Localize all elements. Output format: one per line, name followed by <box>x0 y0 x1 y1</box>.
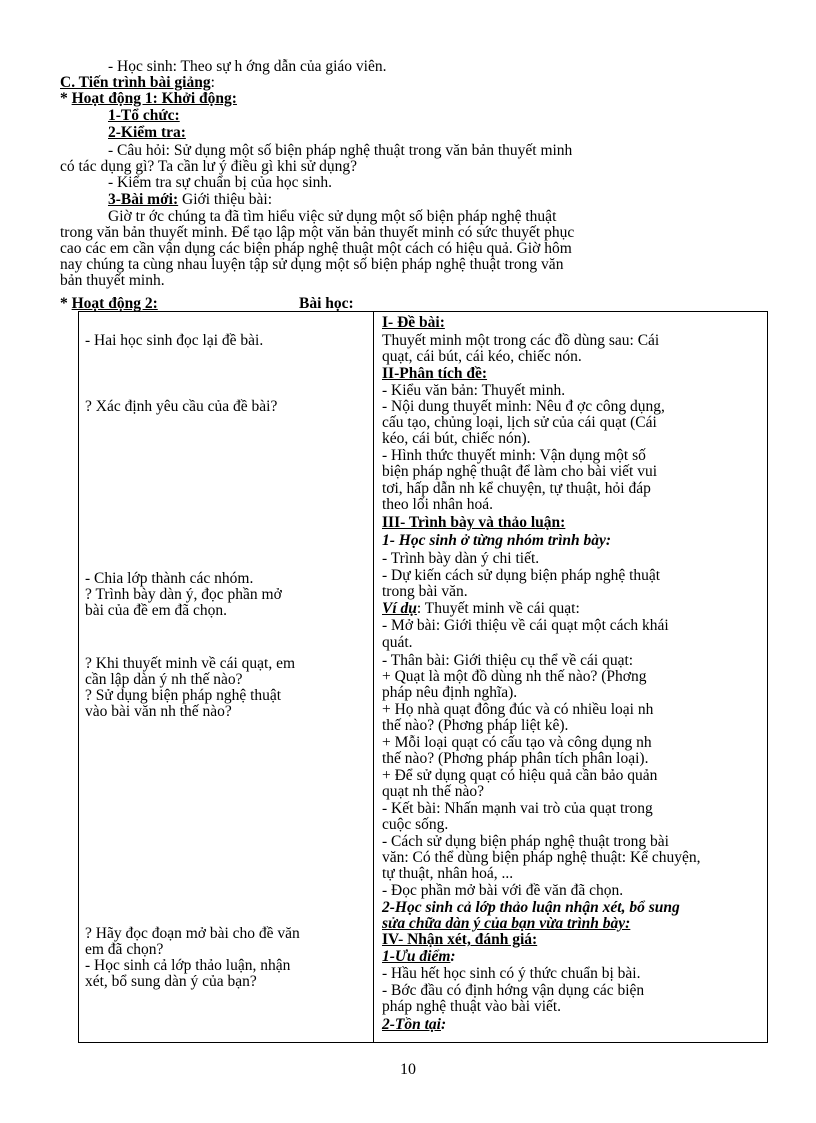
sub-heading: sửa chữa dàn ý của bạn vừa trình bày: <box>382 915 631 932</box>
content-line: + Để sử dụng quạt có hiệu quả cần bảo quản <box>382 767 658 784</box>
activity-2-heading: * Hoạt động 2: <box>60 295 158 312</box>
activity-1-heading: * Hoạt động 1: Khởi động: <box>60 90 237 107</box>
content-line: quát. <box>382 634 413 651</box>
teacher-activity-line: ? Xác định yêu cầu của đề bài? <box>85 398 278 415</box>
content-line: tơi, hấp dẫn nh kể chuyện, tự thuật, hỏi đáp <box>382 480 651 497</box>
content-line: thế nào? (Phơng pháp phân tích phân loại). <box>382 750 649 767</box>
question-line: có tác dụng gì? Ta cần lư ý điều gì khi sử dụng? <box>60 158 357 175</box>
content-line: - Trình bày dàn ý chi tiết. <box>382 550 540 567</box>
content-line: - Hình thức thuyết minh: Vận dụng một số <box>382 447 646 464</box>
content-line: quạt, cái bút, cái kéo, chiếc nón. <box>382 348 582 365</box>
content-line: - Dự kiến cách sử dụng biện pháp nghệ thuật <box>382 567 661 584</box>
content-line: - Thân bài: Giới thiệu cụ thể về cái quạt: <box>382 652 634 669</box>
content-line: - Nội dung thuyết minh: Nêu đ ợc công dụng, <box>382 398 665 415</box>
intro-line: - Học sinh: Theo sự h ớng dẫn của giáo viên. <box>108 58 387 75</box>
content-line: - Mở bài: Giới thiệu về cái quạt một cách khái <box>382 617 669 634</box>
teacher-activity-line: ? Hãy đọc đoạn mở bài cho đề văn <box>85 925 300 942</box>
section-c-heading: C. Tiến trình bài giảng: <box>60 74 215 91</box>
example-line: Ví dụ: Thuyết minh về cái quạt: <box>382 600 580 617</box>
lesson-label: Bài học: <box>299 295 354 312</box>
content-line: - Đọc phần mở bài với đề văn đã chọn. <box>382 882 624 899</box>
content-line: văn: Có thể dùng biện pháp nghệ thuật: Kể chuyện, <box>382 849 701 866</box>
content-line: Thuyết minh một trong các đồ dùng sau: Cái <box>382 332 660 349</box>
content-line: tự thuật, nhân hoá, ... <box>382 865 514 882</box>
content-line: + Họ nhà quạt đông đúc và có nhiều loại nh <box>382 701 654 718</box>
sub-heading: 1- Học sinh ở từng nhóm trình bày: <box>382 532 612 549</box>
sub-heading: 1-Ưu điểm: <box>382 948 456 965</box>
teacher-activity-line: vào bài văn nh thế nào? <box>85 703 232 720</box>
content-line: trong bài văn. <box>382 583 468 600</box>
teacher-activity-line: em đã chọn? <box>85 941 164 958</box>
paragraph-line: cao các em cần vận dụng các biện pháp nghệ thuật một cách có hiệu quả. Giờ hôm <box>60 240 572 257</box>
content-line: + Quạt là một đồ dùng nh thế nào? (Phơng <box>382 668 647 685</box>
section-heading: I- Đề bài: <box>382 314 445 331</box>
content-line: theo lối nhân hoá. <box>382 496 494 513</box>
teacher-activity-line: bài của đề em đã chọn. <box>85 602 228 619</box>
teacher-activity-line: ? Sử dụng biện pháp nghệ thuật <box>85 687 282 704</box>
content-line: - Hầu hết học sinh có ý thức chuẩn bị bài. <box>382 965 641 982</box>
paragraph-line: nay chúng ta cùng nhau luyện tập sử dụng một số biện pháp nghệ thuật trong văn <box>60 256 564 273</box>
content-line: kéo, cái bút, chiếc nón). <box>382 430 531 447</box>
paragraph-line: bản thuyết minh. <box>60 272 165 289</box>
question-line: - Câu hỏi: Sử dụng một số biện pháp nghệ thuật trong văn bản thuyết minh <box>108 142 573 159</box>
teacher-activity-line: - Chia lớp thành các nhóm. <box>85 570 254 587</box>
paragraph-line: Giờ tr ớc chúng ta đã tìm hiểu việc sử dụng một số biện pháp nghệ thuật <box>108 208 557 225</box>
new-lesson-heading: 3-Bài mới: Giới thiệu bài: <box>108 191 273 208</box>
content-line: thế nào? (Phơng pháp liệt kê). <box>382 717 569 734</box>
sub-heading: 2-Tồn tại: <box>382 1016 447 1033</box>
content-line: - Bớc đầu có định hớng vận dụng các biện <box>382 982 645 999</box>
content-line: - Kết bài: Nhấn mạnh vai trò của quạt trong <box>382 800 653 817</box>
section-c-label: C. Tiến trình bài giảng <box>60 74 211 91</box>
heading-kiem-tra: 2-Kiểm tra: <box>108 124 186 141</box>
section-heading: IV- Nhận xét, đánh giá: <box>382 931 538 948</box>
content-line: + Mỗi loại quạt có cấu tạo và công dụng nh <box>382 734 652 751</box>
page-number: 10 <box>400 1061 416 1078</box>
content-line: pháp nghệ thuật vào bài viết. <box>382 998 562 1015</box>
content-line: cấu tạo, chủng loại, lịch sử của cái quạt (Cái <box>382 414 657 431</box>
teacher-activity-line: - Hai học sinh đọc lại đề bài. <box>85 332 264 349</box>
teacher-activity-line: cần lập dàn ý nh thế nào? <box>85 671 243 688</box>
paragraph-line: trong văn bản thuyết minh. Để tạo lập một văn bản thuyết minh có sức thuyết phục <box>60 224 575 241</box>
teacher-activity-line: - Học sinh cả lớp thảo luận, nhận <box>85 957 291 974</box>
column-divider <box>373 311 374 1043</box>
check-line: - Kiểm tra sự chuẩn bị của học sinh. <box>108 174 333 191</box>
section-heading: III- Trình bày và thảo luận: <box>382 514 566 531</box>
teacher-activity-line: xét, bổ sung dàn ý của bạn? <box>85 973 257 990</box>
teacher-activity-line: ? Trình bày dàn ý, đọc phần mở <box>85 586 282 603</box>
section-heading: II-Phân tích đề: <box>382 365 488 382</box>
sub-heading: 2-Học sinh cả lớp thảo luận nhận xét, bổ sung <box>382 899 680 916</box>
content-line: quạt nh thế nào? <box>382 783 485 800</box>
content-line: pháp nêu định nghĩa). <box>382 684 518 701</box>
teacher-activity-line: ? Khi thuyết minh về cái quạt, em <box>85 655 296 672</box>
content-line: cuộc sống. <box>382 816 449 833</box>
content-line: - Kiểu văn bản: Thuyết minh. <box>382 382 566 399</box>
content-line: biện pháp nghệ thuật để làm cho bài viết vui <box>382 463 658 480</box>
heading-to-chuc: 1-Tổ chức: <box>108 107 180 124</box>
content-line: - Cách sử dụng biện pháp nghệ thuật trong bài <box>382 833 669 850</box>
